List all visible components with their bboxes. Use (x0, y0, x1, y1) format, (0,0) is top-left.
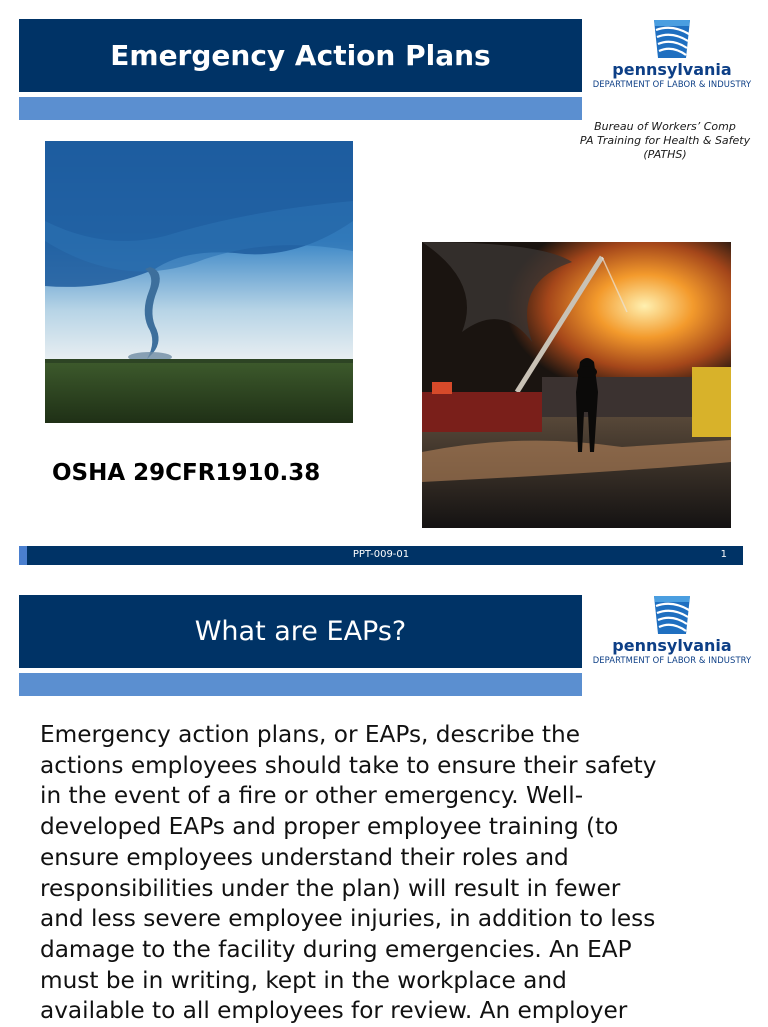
bureau-line: PA Training for Health & Safety (579, 134, 751, 147)
body-line: and less severe employee injuries, in addition to less (40, 905, 656, 933)
fire-photo (422, 242, 731, 528)
slide-footer (19, 546, 743, 565)
slide2-subtitle-bar (19, 673, 582, 696)
logo-department: DEPARTMENT OF LABOR & INDUSTRY (592, 655, 752, 665)
body-line: available to all employees for review. An employer (40, 997, 628, 1025)
logo-word: pennsylvania (612, 60, 732, 79)
keystone-logo-icon (650, 18, 694, 60)
pennsylvania-logo (584, 594, 760, 674)
slide1-title: Emergency Action Plans (110, 39, 491, 72)
bureau-info (560, 120, 768, 162)
body-line: responsibilities under the plan) will result in fewer (40, 874, 621, 902)
bureau-line: (PATHS) (643, 148, 687, 161)
body-line: developed EAPs and proper employee training (to (40, 813, 619, 841)
slide2-title: What are EAPs? (194, 616, 407, 647)
slide2-title-bar (19, 595, 582, 668)
logo-department: DEPARTMENT OF LABOR & INDUSTRY (592, 79, 752, 89)
body-line: Emergency action plans, or EAPs, describe the (40, 721, 580, 748)
footer-code: PPT-009-01 (352, 549, 410, 560)
body-line: ensure employees understand their roles and (40, 843, 569, 871)
body-line: in the event of a fire or other emergency. Well- (40, 782, 584, 810)
keystone-logo-icon (650, 594, 694, 636)
eap-description (40, 720, 740, 1027)
slide1-subtitle-bar (19, 97, 582, 120)
body-line: damage to the facility during emergencies. An EAP (40, 935, 632, 963)
regulation-reference: OSHA 29CFR1910.38 (52, 460, 321, 486)
logo-word: pennsylvania (612, 636, 732, 655)
bureau-line: Bureau of Workers’ Comp (594, 120, 736, 133)
slide1-title-bar (19, 19, 582, 92)
body-line: actions employees should take to ensure their safety (40, 751, 657, 779)
tornado-photo (45, 141, 353, 423)
pennsylvania-logo (584, 18, 760, 98)
body-line: must be in writing, kept in the workplace and (40, 966, 567, 994)
page-number: 1 (720, 549, 727, 560)
